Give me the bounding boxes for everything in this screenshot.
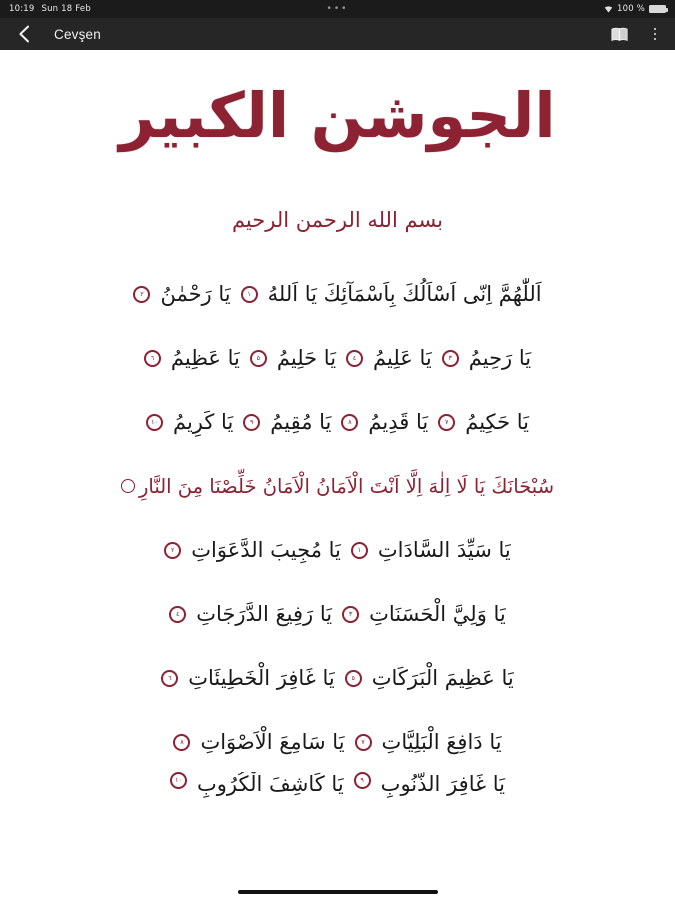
status-bar-left xyxy=(0,4,91,14)
verse-text: يَا سَيِّدَ السَّادَاتِ xyxy=(377,538,511,563)
verse-text: يَا غَافِرَ الذُّنُوبِ xyxy=(380,772,505,797)
verse-text: يَا رَحِيمُ xyxy=(468,346,532,371)
verse-marker-icon: ٤ xyxy=(169,606,186,623)
verse-text: سُبْحَانَكَ يَا لَا اِلٰهَ اِلَّا اَنْتَ الْاَمَانُ الْاَمَانُ خَلِّصْنَا مِنَ النَّارِ xyxy=(138,474,555,498)
reader-page[interactable] xyxy=(0,50,675,900)
verse-line xyxy=(0,390,675,454)
verse-text: يَا وَلِيَّ الْحَسَنَاتِ xyxy=(369,602,506,627)
verse-marker-icon xyxy=(121,479,135,493)
app-bar-actions xyxy=(609,23,665,45)
verse-marker-icon: ٦ xyxy=(144,350,161,367)
verse-text: يَا حَلِيمُ xyxy=(276,346,337,371)
verse-text: يَا دَافِعَ الْبَلِيَّاتِ xyxy=(381,730,502,755)
back-arrow-icon xyxy=(17,25,30,43)
verse-marker-icon: ٨ xyxy=(341,414,358,431)
verse-text: يَا رَحْمٰنُ xyxy=(160,282,231,307)
verse-text: اَللّٰهُمَّ اِنّى اَسْاَلُكَ بِاَسْمَآئِكَ يَا اَللهُ xyxy=(267,282,542,307)
verse-marker-icon: ٦ xyxy=(161,670,178,687)
book-button[interactable] xyxy=(609,23,629,45)
verse-list xyxy=(0,262,675,802)
verse-marker-icon: ٥ xyxy=(250,350,267,367)
verse-text: يَا مُجِيبَ الدَّعَوَاتِ xyxy=(191,538,341,563)
verse-marker-icon: ٨ xyxy=(173,734,190,751)
verse-marker-icon: ١٠ xyxy=(146,414,163,431)
verse-line xyxy=(0,582,675,646)
status-bar-right xyxy=(604,4,675,14)
verse-marker-icon: ٤ xyxy=(346,350,363,367)
basmala-line: بسم الله الرحمن الرحيم xyxy=(231,208,444,233)
verse-marker-icon: ٩ xyxy=(354,772,371,789)
overflow-menu-icon xyxy=(654,28,657,41)
verse-text: يَا كَرِيمُ xyxy=(172,410,234,435)
verse-marker-icon: ١ xyxy=(241,286,258,303)
battery-icon xyxy=(649,5,666,13)
verse-text: يَا عَلِيمُ xyxy=(373,346,432,371)
verse-line xyxy=(0,454,675,518)
verse-line xyxy=(0,646,675,710)
verse-line xyxy=(0,518,675,582)
verse-text: يَا مُقِيمُ xyxy=(270,410,332,435)
book-icon xyxy=(611,27,628,42)
page-title: Cevşen xyxy=(54,26,101,42)
verse-text: يَا عَظِيمَ الْبَرَكَاتِ xyxy=(371,666,514,691)
verse-text: يَا غَافِرَ الْخَطِيئَاتِ xyxy=(188,666,335,691)
status-time: 10:19 xyxy=(9,4,35,14)
verse-line xyxy=(0,710,675,774)
verse-marker-icon: ١ xyxy=(351,542,368,559)
battery-percent-label: 100 % xyxy=(616,4,645,14)
verse-marker-icon: ٣ xyxy=(342,606,359,623)
back-button[interactable] xyxy=(10,21,36,47)
app-bar xyxy=(0,18,675,50)
verse-text: يَا رَفِيعَ الدَّرَجَاتِ xyxy=(196,602,333,627)
verse-text: يَا كَاشِفَ الْكُرُوبِ xyxy=(197,772,344,797)
verse-marker-icon: ٣ xyxy=(442,350,459,367)
verse-marker-icon: ٢ xyxy=(164,542,181,559)
verse-marker-icon: ٥ xyxy=(345,670,362,687)
verse-marker-icon: ٢ xyxy=(133,286,150,303)
status-center-dots: ••• xyxy=(326,4,349,14)
verse-marker-icon: ٧ xyxy=(355,734,372,751)
verse-text: يَا حَكِيمُ xyxy=(465,410,530,435)
wifi-icon xyxy=(604,5,613,14)
status-date: Sun 18 Feb xyxy=(41,4,91,14)
verse-text: يَا قَدِيمُ xyxy=(368,410,429,435)
verse-marker-icon: ١٠ xyxy=(170,772,187,789)
home-gesture-bar[interactable] xyxy=(238,890,438,894)
verse-marker-icon: ٩ xyxy=(243,414,260,431)
status-bar xyxy=(0,0,675,18)
verse-line xyxy=(0,262,675,326)
verse-line xyxy=(0,326,675,390)
verse-text: يَا عَظِيمُ xyxy=(170,346,240,371)
calligraphic-title: الجوشن الكبير xyxy=(119,79,556,152)
overflow-menu-button[interactable] xyxy=(645,23,665,45)
verse-line xyxy=(0,772,675,802)
verse-marker-icon: ٧ xyxy=(438,414,455,431)
verse-text: يَا سَامِعَ الْاَصْوَاتِ xyxy=(200,730,345,755)
